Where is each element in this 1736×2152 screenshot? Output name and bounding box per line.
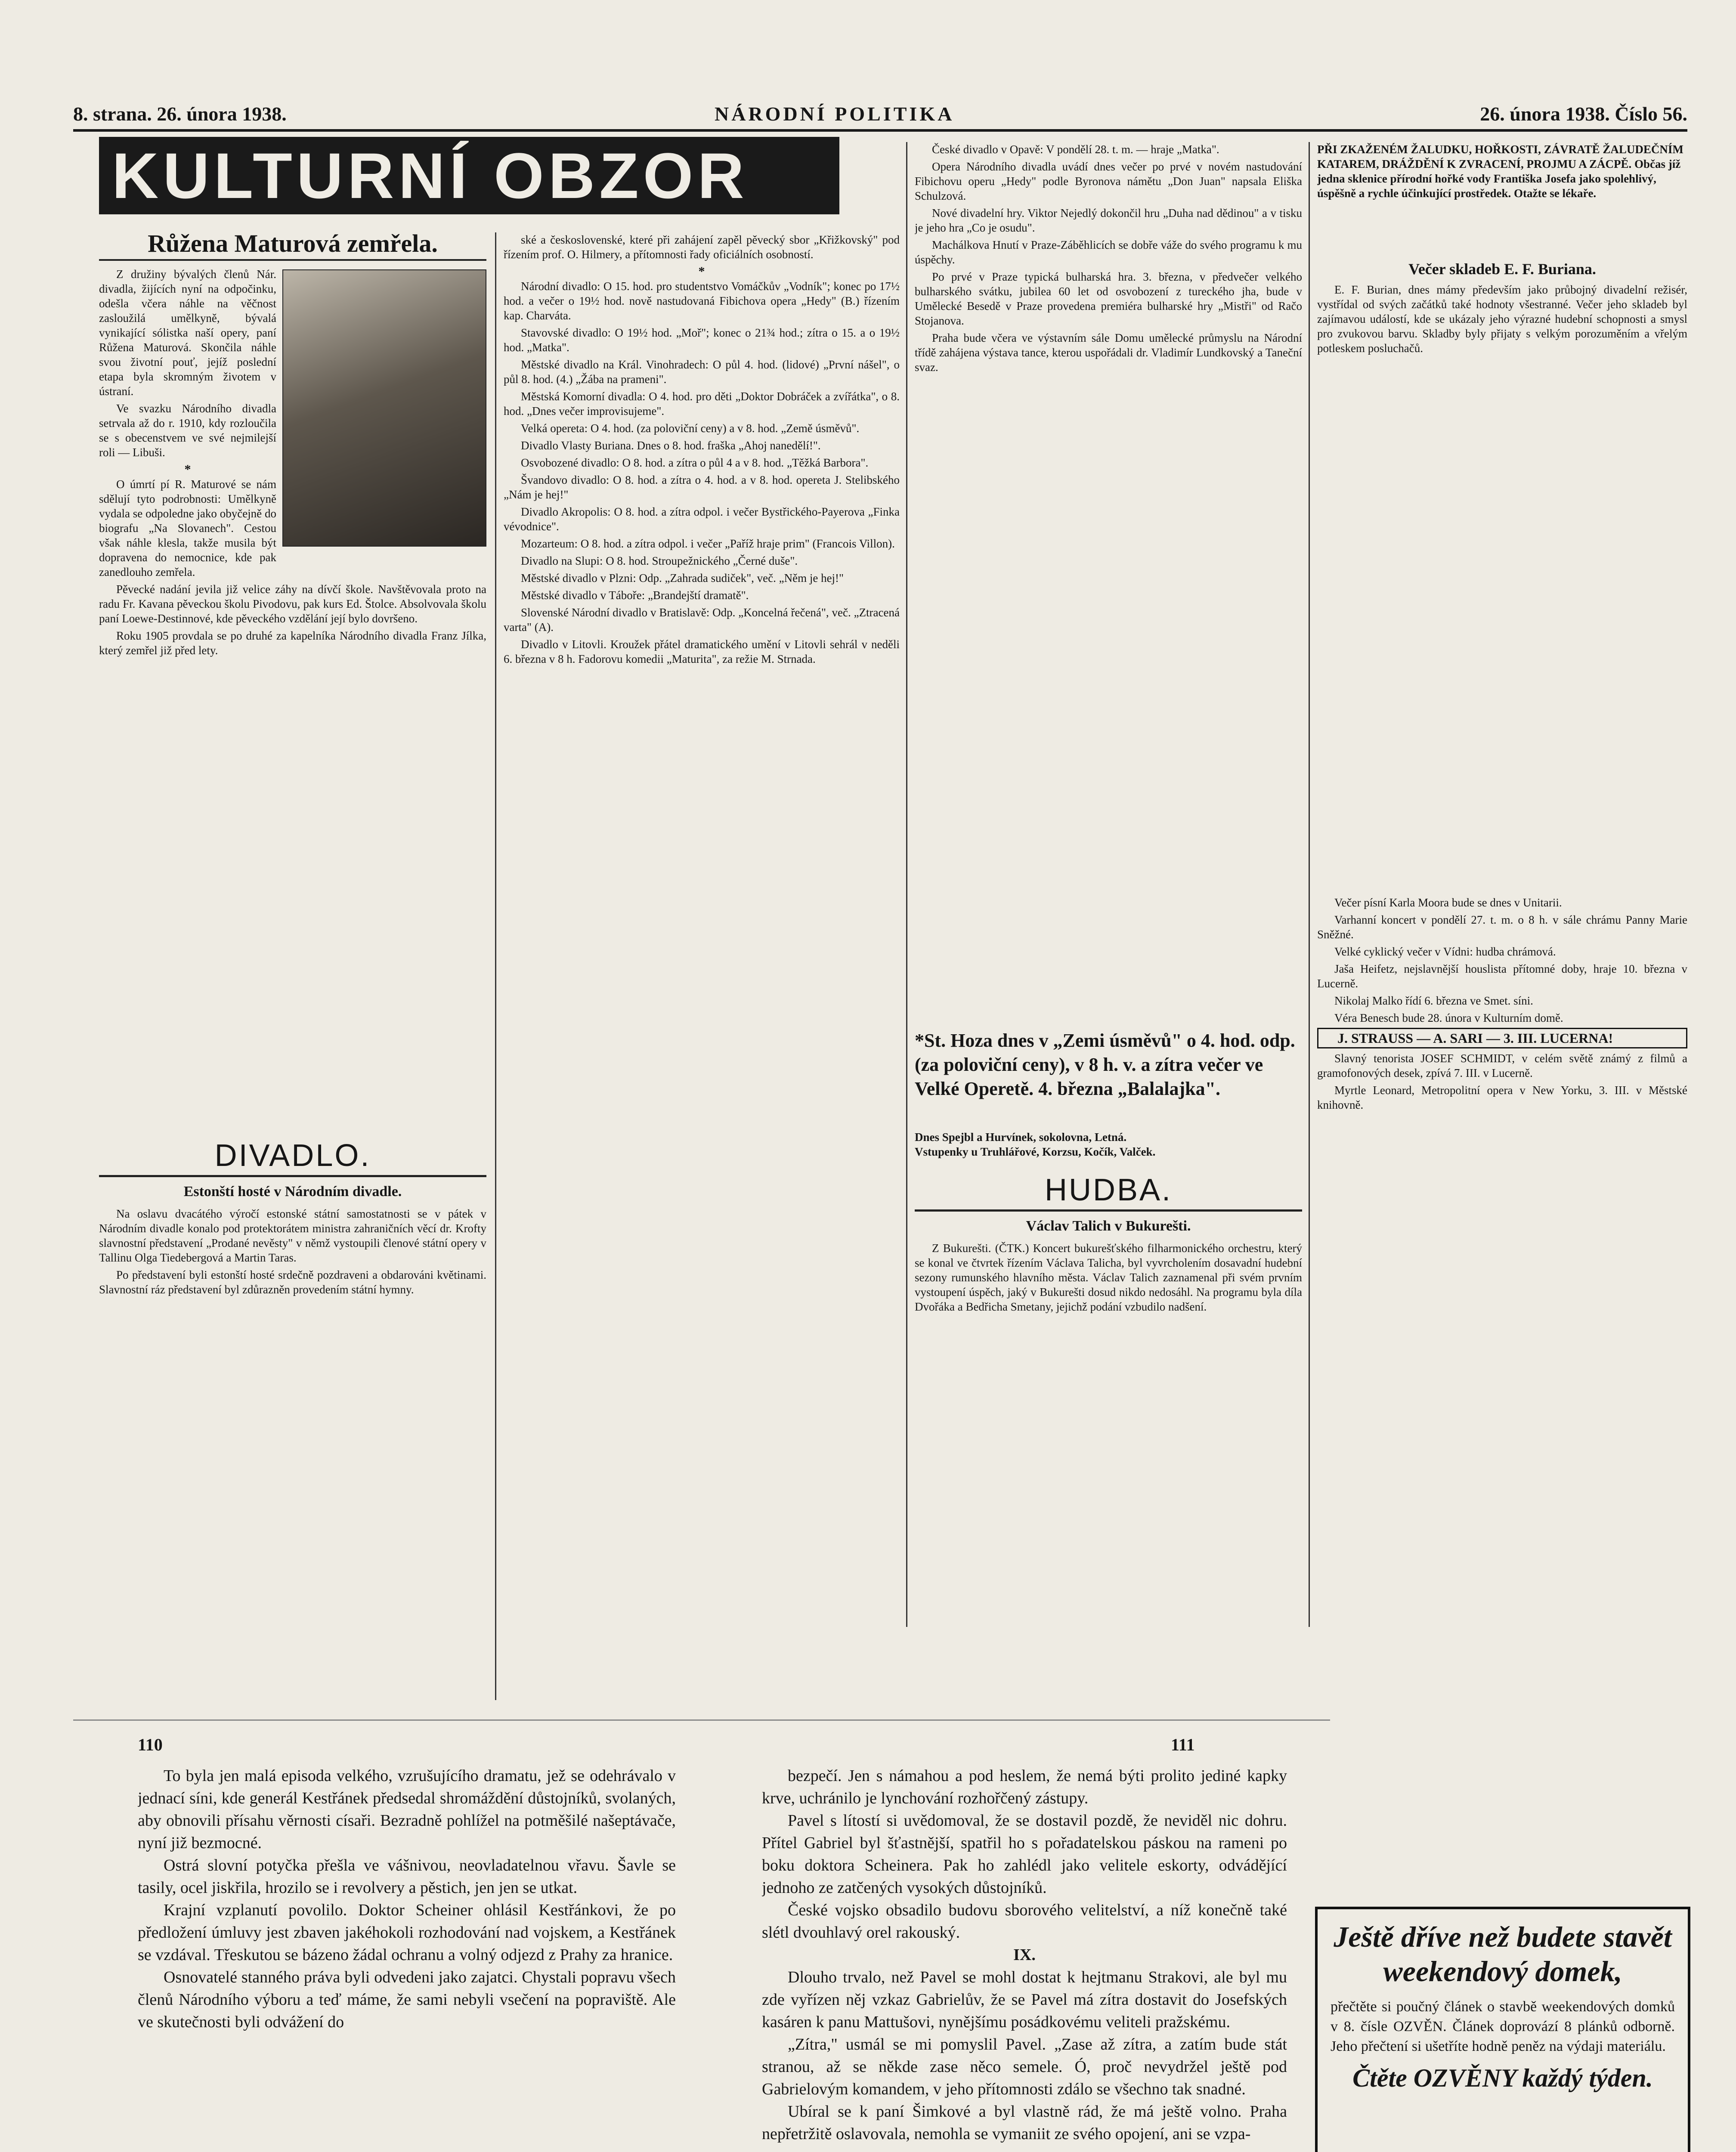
paragraph: Roku 1905 provdala se po druhé za kapelníka Národního divadla Franz Jílka, který zemřel již před lety. (99, 629, 486, 657)
concert-listings (1317, 895, 1687, 1885)
header-left: 8. strana. 26. února 1938. (73, 103, 287, 125)
column-rule (1309, 142, 1310, 1627)
music-article (915, 1171, 1302, 1696)
concert-item: Večer písní Karla Moora bude se dnes v Unitarii. (1334, 896, 1562, 909)
listing-item: Městské divadlo na Král. Vinohradech: O půl 4. hod. (lidové) „První nášel", o půl 8. hod. (4.) „Žába na prameni". (504, 358, 900, 386)
book-paragraph: Krajní vzplanutí povolilo. Doktor Scheiner ohlásil Kestřánkovi, že po předložení úmluvy jest zbaven jakéhokoli rozhodování nad vojskem, a Kestřánek se vzdával. Třeskutou se bázeno žádal ochranu a volný odjezd z Prahy za hranice. (138, 1901, 676, 1964)
concert-item: Nikolaj Malko řídí 6. března ve Smet. síni. (1334, 994, 1533, 1007)
concert-item: Véra Benesch bude 28. února v Kulturním domě. (1334, 1011, 1563, 1024)
section-title: KULTURNÍ OBZOR (112, 139, 749, 212)
paragraph: Na oslavu dvacátého výročí estonské státní samostatnosti se v pátek v Národním divadle konalo pod protektorátem ministra zahraničních věcí dr. Krofty slavnostní představení „Prodané nevěsty" v němž vystoupili členové státní opery v Tallinu Olga Tiedebergová a Martin Taras. (99, 1207, 486, 1264)
ad-headline: Ještě dříve než budete stavět weekendový domek, (1334, 1920, 1672, 1988)
book-paragraph: bezpečí. Jen s námahou a pod heslem, že nemá býti prolito jediné kapky krve, uchránilo je lynchování rozhořčený zástupy. (762, 1767, 1287, 1807)
burian-title: Večer skladeb E. F. Buriana. (1408, 260, 1596, 278)
concert-item: J. STRAUSS — A. SARI — 3. III. LUCERNA! (1317, 1028, 1687, 1048)
book-paragraph: Ostrá slovní potyčka přešla ve vášnivou, neovladatelnou vřavu. Šavle se tasily, ocel jiskřila, hrozilo se i revolvery a pěstich, jen jen se utkat. (138, 1856, 676, 1897)
obituary-article: Růžena Maturová zemřela. Z družiny bývalých členů Nár. divadla, žijících nyní na odpočinku, odešla včera náhle na věčnost zasloužilá umělkyně, bývalá vynikající sólistka naší opery, paní Růžena Maturová. Skončila náhle svou životní pouť, jejíž poslední etapa byla skromným životem v ústraní. Ve svazku Národního divadla setrvala až do r. 1910, kdy rozloučila se s obecenstvem ve své nejmilejší roli — Libuši. * O úmrtí pí R. Maturové se nám sdělují tyto podrobnosti: Umělkyně vydala se odpoledne jako obyčejně do biografu „Na Slovanech". Cestou však náhle klesla, takže musila být dopravena do nemocnice, kde pak zanedlouho zemřela. Pěvecké nadání jevila již velice záhy na dívčí škole. Navštěvovala proto na radu Fr. Kavana pěveckou školu Pivodovu, pak kurs Ed. Štolce. Absolvovala školu paní Loewe-Destinnové, kde pěveckého vzdělání její bylo dovršeno. Roku 1905 provdala se po druhé za kapelníka Národního divadla Franz Jílka, který zemřel již před lety. (99, 228, 486, 1153)
section-title-banner (99, 137, 839, 214)
theatre-listings: ské a československé, které při zahájení zapěl pěvecký sbor „Křižkovský" pod řízením prof. O. Hilmery, a přítomnosti řady oficiálních osobností. * Národní divadlo: O 15. hod. pro studentstvo Vomáčkův „Vodník"; konec po 17½ hod. a večer o 19½ hod. nově nastudovaná Fibichova opera „Hedy" (B.) řízením kap. Charváta. Stavovské divadlo: O 19½ hod. „Moř"; konec o 21¾ hod.; zítra o 15. a o 19½ hod. „Matka". Městské divadlo na Král. Vinohradech: O půl 4. hod. (lidové) „První nášel", o půl 8. hod. (4.) „Žába na prameni". Městská Komorní divadla: O 4. hod. pro děti „Doktor Dobráček a zvířátka", o 8. hod. „Dnes večer improvisujeme". Velká opereta: O 4. hod. (za poloviční ceny) a v 8. hod. „Země úsměvů". Divadlo Vlasty Buriana. Dnes o 8. hod. fraška „Ahoj nanedělí!". Osvobozené divadlo: O 8. hod. a zítra o půl 4 a v 8. hod. „Těžká Barbora". Švandovo divadlo: O 8. hod. a zítra o 4. hod. a v 8. hod. opereta J. Stelibského „Nám je hej!" Divadlo Akropolis: O 8. hod. a zítra odpol. i večer Bystřického-Payerova „Finka vévodnice". Mozarteum: O 8. hod. a zítra odpol. i večer „Paříž hraje prim" (Francois Villon). Divadlo na Slupi: O 8. hod. Stroupežnického „Černé duše". Městské divadlo v Plzni: Odp. „Zahrada sudiček", več. „Něm je hej!" Městské divadlo v Táboře: „Brandejští dramatě". Slovenské Národní divadlo v Bratislavě: Odp. „Koncelná řečená", več. „Ztracená varta" (A). Divadlo v Litovli. Kroužek přátel dramatického umění v Litovli sehrál v neděli 6. března v 8 h. Fadorovu komedii „Maturita", za režie M. Strnada. (504, 233, 900, 665)
listing-item: Velká opereta: O 4. hod. (za poloviční ceny) a v 8. hod. „Země úsměvů". (521, 422, 860, 435)
news-item: Machálkova Hnutí v Praze-Záběhlicích se dobře váže do svého programu k mu úspěchy. (915, 238, 1302, 266)
obituary-title: Růžena Maturová zemřela. (99, 228, 486, 261)
serial-rule (73, 1719, 1330, 1721)
concert-item: Velké cyklický večer v Vídni: hudba chrámová. (1334, 945, 1556, 958)
book-left-page (138, 1765, 676, 2152)
chapter-number: IX. (1013, 1946, 1036, 1964)
book-paragraph: „Zítra," usmál se mi pomyslil Pavel. „Zase až zítra, a zatím bude stát stranou, až se někde zase něco semele. Ó, proč nevydržel ještě pod Gabrielovým komandem, v jeho přítomnosti zdálo se všechno tak snadné. (762, 2035, 1287, 2098)
column-rule (495, 232, 496, 1700)
book-paragraph: To byla jen malá episoda velkého, vzrušujícího dramatu, jež se odehrávalo v jednací síni, kde generál Kestřánek předsedal shromáždění důstojníků, svolaných, aby obnovili přísahu věrnosti císaři. Bezradně pohlížel na potměšilé našeptávače, nyní již bezmocné. (138, 1767, 676, 1852)
paragraph: Ve svazku Národního divadla setrvala až do r. 1910, kdy rozloučila se s obecenstvem ve své nejmilejší roli — Libuši. (99, 402, 276, 459)
header-right: 26. února 1938. Číslo 56. (1480, 103, 1687, 125)
book-paragraph: Dlouho trvalo, než Pavel se mohl dostat k hejtmanu Strakovi, ale byl mu zde vyřízen něj vzkaz Gabrielův, že se Pavel má zítra dostavit do Josefských kasáren k panu Mattušovi, nynějšímu posádkovému veliteli pražskému. (762, 1968, 1287, 2031)
book-paragraph: České vojsko obsadilo budovu sborového velitelství, a níž konečně také slétl dvouhlavý orel rakouský. (762, 1901, 1287, 1942)
music-section-title: HUDBA. (915, 1171, 1302, 1212)
listing-item: Švandovo divadlo: O 8. hod. a zítra o 4. hod. a v 8. hod. opereta J. Stelibského „Nám je hej!" (504, 473, 900, 501)
header-rule (73, 129, 1687, 132)
column-rule (906, 142, 907, 1627)
book-page-number-right: 111 (1171, 1735, 1195, 1754)
portrait-photo (282, 269, 486, 547)
header-center: NÁRODNÍ POLITIKA (715, 103, 955, 125)
mineral-water-ad: PŘI ZKAŽENÉM ŽALUDKU, HOŘKOSTI, ZÁVRATĚ ŽALUDEČNÍM KATAREM, DRÁŽDĚNÍ K ZVRACENÍ, PROJMU A ZÁCPĚ. Občas jíž jedna sklenice přírodní hořké vody Františka Josefa jako spolehlivý, úspěšně a rychle účinkující prostředek. Otažte se lékaře. (1317, 143, 1683, 200)
ad-line: Dnes Spejbl a Hurvínek, sokolovna, Letná. (915, 1131, 1127, 1144)
listing-item: Divadlo na Slupi: O 8. hod. Stroupežnického „Černé duše". (521, 554, 798, 567)
listing-item: Mozarteum: O 8. hod. a zítra odpol. i večer „Paříž hraje prim" (Francois Villon). (521, 537, 895, 550)
ad-body: přečtěte si poučný článek o stavbě weekendových domků v 8. čísle OZVĚN. Článek doprovází 8 plánků odborně. Jeho přečtení si ušetříte hodně peněz na výdaji materiálu. (1331, 1999, 1675, 2054)
burian-article (1317, 258, 1687, 990)
music-subtitle: Václav Talich v Bukurešti. (1026, 1218, 1191, 1234)
listing-item: Stavovské divadlo: O 19½ hod. „Moř"; konec o 21¾ hod.; zítra o 15. a o 19½ hod. „Matka". (504, 326, 900, 354)
news-item: České divadlo v Opavě: V pondělí 28. t. m. — hraje „Matka". (932, 143, 1219, 156)
ad-tail (915, 1130, 1302, 1164)
book-paragraph: Ubíral se k paní Šimkové a byl vlastně rád, že má ještě volno. Praha nepřetržitě oslavovala, nemohla se vymaniit ze svého opojení, ani se vzpa- (762, 2103, 1287, 2143)
listing-item: Městské divadlo v Plzni: Odp. „Zahrada sudiček", več. „Něm je hej!" (521, 572, 844, 584)
paragraph: O úmrtí pí R. Maturové se nám sdělují tyto podrobnosti: Umělkyně vydala se odpoledne jako obyčejně do biografu „Na Slovanech". Cestou však náhle klesla, takže musila být dopravena do nemocnice, kde pak zanedlouho zemřela. (99, 478, 276, 578)
news-item: Praha bude včera ve výstavním sále Domu umělecké průmyslu na Národní třídě zahájena výstava tance, kterou uspořádali dr. Vladimír Lundkovský a Taneční svaz. (915, 331, 1302, 374)
theatre-article (99, 1136, 486, 1696)
book-paragraph: Osnovatelé stanného práva byli odvedeni jako zajatci. Chystali popravu všech členů Národního výboru a teď máme, že sami nebyli vsečení na popraviště. Ale ve skutečnosti byli odvážení do (138, 1968, 676, 2031)
paragraph: Po představení byli estonští hosté srdečně pozdraveni a obdarováni květinami. Slavnostní ráz představení byl zdůrazněn provedením státní hymny. (99, 1268, 486, 1296)
ad-line: Vstupenky u Truhlářové, Korzsu, Kočík, Valček. (915, 1145, 1156, 1158)
concert-item: Varhanní koncert v pondělí 27. t. m. o 8 h. v sále chrámu Panny Marie Sněžné. (1317, 913, 1687, 941)
concert-item: Slavný tenorista JOSEF SCHMIDT, v celém světě známý z filmů a gramofonových desek, zpívá 7. III. v Lucerně. (1317, 1052, 1687, 1079)
listing-item: Městská Komorní divadla: O 4. hod. pro děti „Doktor Dobráček a zvířátka", o 8. hod. „Dnes večer improvisujeme". (504, 390, 900, 417)
paragraph: Pěvecké nadání jevila již velice záhy na dívčí škole. Navštěvovala proto na radu Fr. Kavana pěveckou školu Pivodovu, pak kurs Ed. Štolce. Absolvovala školu paní Loewe-Destinnové, kde pěveckého vzdělání její bylo dovršeno. (99, 583, 486, 625)
listing-item: Divadlo Vlasty Buriana. Dnes o 8. hod. fraška „Ahoj nanedělí!". (521, 439, 821, 452)
listing-item: Osvobozené divadlo: O 8. hod. a zítra o půl 4 a v 8. hod. „Těžká Barbora". (521, 456, 869, 469)
listing-item: Divadlo Akropolis: O 8. hod. a zítra odpol. i večer Bystřického-Payerova „Finka vévodnice". (504, 505, 900, 533)
paragraph: E. F. Burian, dnes mámy především jako průbojný divadelní režisér, vystřídal od svých začátků také hodnoty všestranné. Večer jeho skladeb byl zajímavou událostí, kde se ukázaly jeho výrazné hudební schopnosti a smysl pro zvukovou barvu. Skladby byly přijaty s velkým porozuměním a vřelým potleskem posluchačů. (1317, 283, 1687, 355)
listing-item: Divadlo v Litovli. Kroužek přátel dramatického umění v Litovli sehrál v neděli 6. března v 8 h. Fadorovu komedii „Maturita", za režie M. Strnada. (504, 638, 900, 665)
listing-item: Národní divadlo: O 15. hod. pro studentstvo Vomáčkův „Vodník"; konec po 17½ hod. a večer o 19½ hod. nově nastudovaná Fibichova opera „Hedy" (B.) řízením kap. Charváta. (504, 280, 900, 322)
paragraph: ské a československé, které při zahájení zapěl pěvecký sbor „Křižkovský" pod řízením prof. O. Hilmery, a přítomnosti řady oficiálních osobností. (504, 233, 900, 261)
operetta-ad: *St. Hoza dnes v „Zemi úsměvů" o 4. hod. odp. (za poloviční ceny), v 8 h. v. a zítra večer ve Velké Operetě. 4. března „Balalajka". (915, 1030, 1295, 1099)
paragraph: Z Bukurešti. (ČTK.) Koncert bukurešťského filharmonického orchestru, který se konal ve čtvrtek řízením Václava Talicha, byl vyvrcholením dosavadní hudební sezony rumunského hlavního města. Václav Talich zaznamenal při svém prvním vystoupení úspěch, jaký v Bukurešti dosud nikdo nedosáhl. Na programu byla díla Dvořáka a Bedřicha Smetany, jejichž podání vzbudilo nadšení. (915, 1242, 1302, 1313)
concert-item: Jaša Heifetz, nejslavnější houslista přítomné doby, hraje 10. března v Lucerně. (1317, 962, 1687, 990)
news-item: Po prvé v Praze typická bulharská hra. 3. března, v předvečer velkého bulharského svátku, jubilea 60 let od osvobození z tureckého jha, bude v Umělecké Besedě v Praze provedena premiéra bulharské hry „Mistři" od Račo Stojanova. (915, 270, 1302, 327)
ozveny-ad (1315, 1907, 1690, 2152)
listing-item: Městské divadlo v Táboře: „Brandejští dramatě". (521, 589, 749, 602)
news-item: Nové divadelní hry. Viktor Nejedlý dokončil hru „Duha nad dědinou" a v tisku je jeho hra „Co je osudu". (915, 207, 1302, 234)
culture-news (915, 142, 1302, 1089)
news-item: Opera Národního divadla uvádí dnes večer po prvé v novém nastudování Fibichovu operu „Hedy" podle Byronova námětu „Don Juan" napsala Eliška Schulzová. (915, 160, 1302, 202)
book-page-number-left: 110 (138, 1735, 163, 1754)
book-paragraph: Pavel s lítostí si uvědomoval, že se dostavil pozdě, že neviděl nic dohru. Přítel Gabriel byl šťastnější, spatřil ho s pořadatelskou páskou na rameni po boku doktora Scheinera. Pak ho zahlédl jako velitele eskorty, odvádějící jednoho ze zatčených vysokých důstojníků. (762, 1812, 1287, 1897)
book-right-page (762, 1765, 1287, 2152)
paragraph: Z družiny bývalých členů Nár. divadla, žijících nyní na odpočinku, odešla včera náhle na věčnost zasloužilá umělkyně, bývalá vynikající sólistka naší opery, paní Růžena Maturová. Skončila náhle svou životní pouť, jejíž poslední etapa byla skromným životem v ústraní. (99, 268, 276, 398)
theatre-section-title: DIVADLO. (99, 1136, 486, 1177)
listing-item: Slovenské Národní divadlo v Bratislavě: Odp. „Koncelná řečená", več. „Ztracená varta" (A). (504, 606, 900, 634)
ad-slogan: Čtěte OZVĚNY každý týden. (1352, 2064, 1653, 2092)
concert-item: Myrtle Leonard, Metropolitní opera v New Yorku, 3. III. v Městské knihovně. (1317, 1084, 1687, 1111)
theatre-subtitle: Estonští hosté v Národním divadle. (183, 1184, 402, 1200)
